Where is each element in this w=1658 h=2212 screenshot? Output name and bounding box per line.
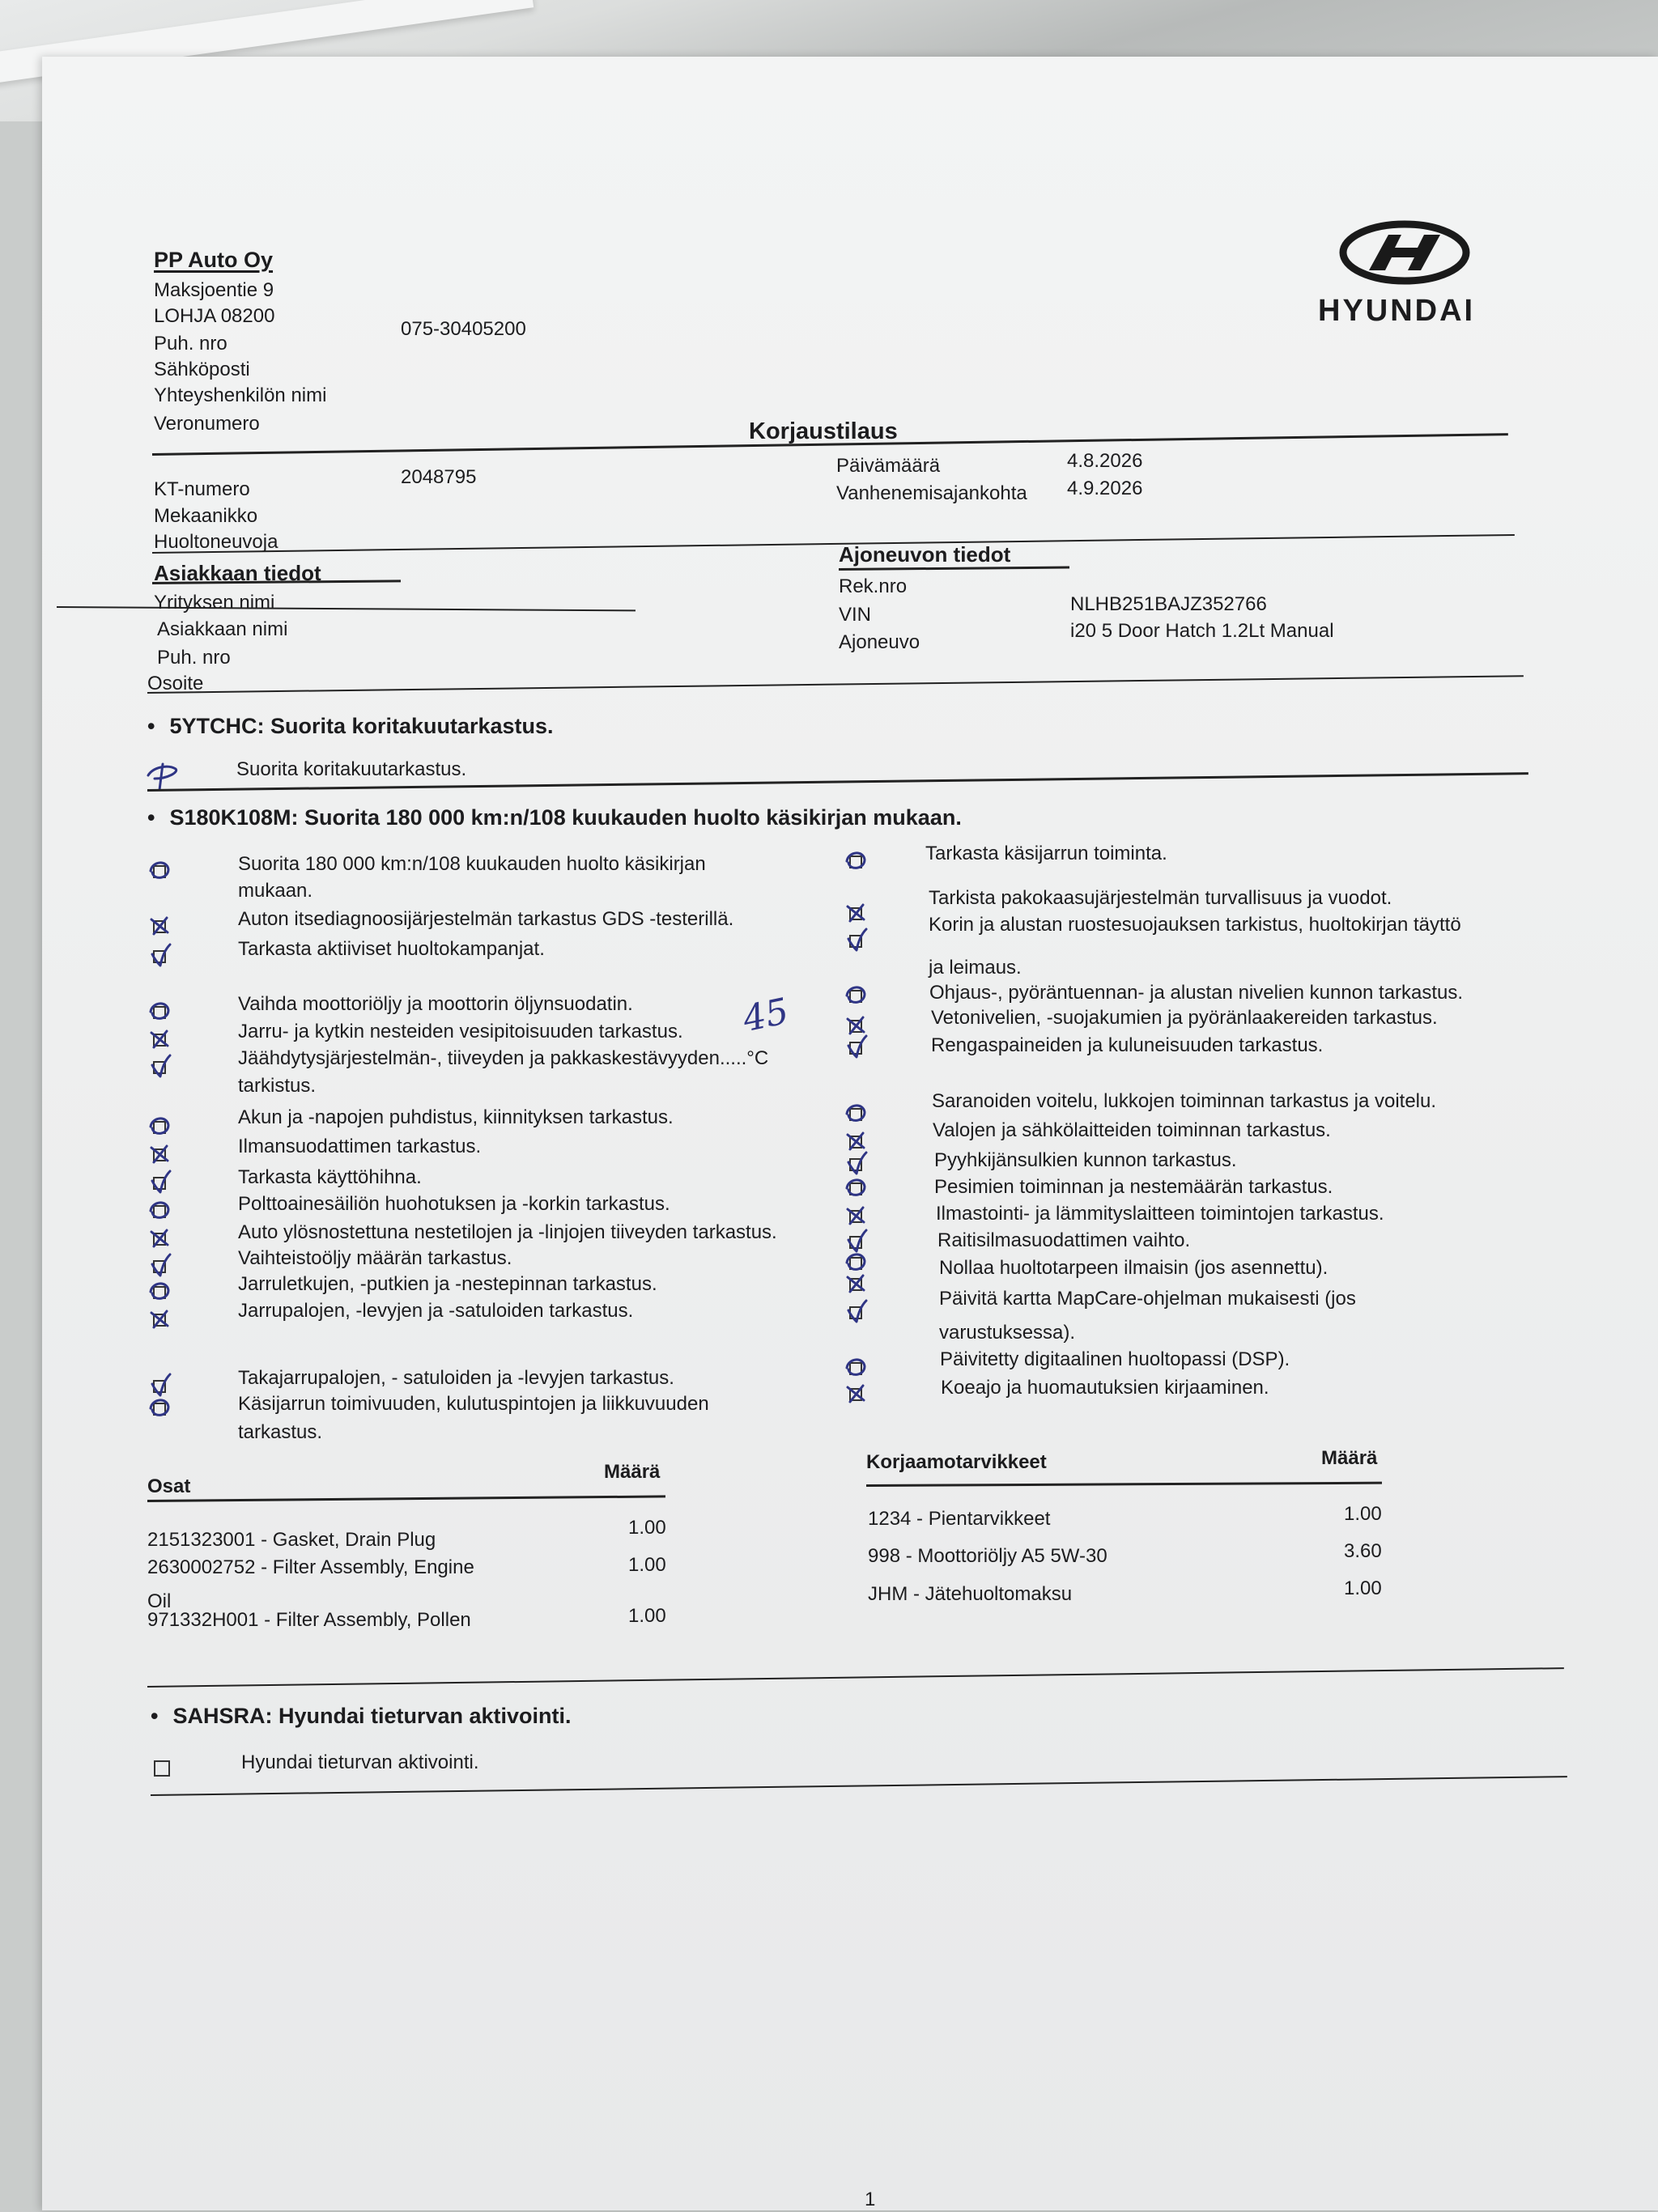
part-row-1-name: 2151323001 - Gasket, Drain Plug: [147, 1529, 436, 1551]
supply-row-1-name: 1234 - Pientarvikkeet: [868, 1508, 1051, 1530]
right-checklist-item-8: Saranoiden voitelu, lukkojen toiminnan tarkastus ja voitelu.: [932, 1090, 1437, 1112]
expiry-value: 4.9.2026: [1067, 478, 1143, 499]
left-checklist-item-16: Jarrupalojen, -levyjen ja -satuloiden tarkastus.: [238, 1300, 634, 1322]
check-mark-icon[interactable]: [147, 1052, 172, 1080]
check-mark-icon[interactable]: [844, 1201, 868, 1229]
left-checklist-item-17: Takajarrupalojen, - satuloiden ja -levyjen tarkastus.: [238, 1367, 674, 1389]
part-row-1-qty: 1.00: [628, 1517, 666, 1539]
check-mark-icon[interactable]: [147, 856, 172, 884]
left-checklist-item-19: tarkastus.: [238, 1421, 323, 1443]
right-checklist-item-3: Korin ja alustan ruostesuojauksen tarkistus, huoltokirjan täyttö: [929, 914, 1461, 936]
supplies-heading: Korjaamotarvikkeet: [866, 1451, 1047, 1473]
right-checklist-item-11: Pesimien toiminnan ja nestemäärän tarkastus.: [934, 1176, 1333, 1198]
supply-row-3-qty: 1.00: [1344, 1577, 1382, 1599]
check-mark-icon[interactable]: [844, 1297, 868, 1325]
job1-item: Suorita koritakuutarkastus.: [236, 758, 467, 780]
check-mark-icon[interactable]: [844, 847, 868, 874]
part-row-2-name: 2630002752 - Filter Assembly, Engine: [147, 1556, 474, 1578]
company-name: PP Auto Oy: [154, 248, 274, 272]
left-checklist-item-4: Tarkasta aktiiviset huoltokampanjat.: [238, 938, 545, 960]
check-mark-icon[interactable]: [844, 1269, 868, 1297]
right-checklist-item-1: Tarkasta käsijarrun toiminta.: [925, 843, 1167, 864]
check-mark-icon[interactable]: [147, 1251, 172, 1279]
right-checklist-item-7: Rengaspaineiden ja kuluneisuuden tarkastus.: [931, 1034, 1324, 1056]
left-checklist-item-2: mukaan.: [238, 880, 313, 902]
company-street: Maksjoentie 9: [154, 279, 274, 301]
right-checklist-item-12: Ilmastointi- ja lämmityslaitteen toimintojen tarkastus.: [936, 1203, 1384, 1225]
check-mark-icon[interactable]: [844, 1174, 868, 1201]
kt-label: KT-numero: [154, 478, 250, 500]
customer-name-label: Asiakkaan nimi: [157, 618, 288, 640]
right-checklist-item-13: Raitisilmasuodattimen vaihto.: [937, 1229, 1191, 1251]
advisor-label: Huoltoneuvoja: [154, 531, 278, 553]
left-checklist-item-15: Jarruletkujen, -putkien ja -nestepinnan tarkastus.: [238, 1273, 657, 1295]
right-checklist-item-18: Koeajo ja huomautuksien kirjaaminen.: [941, 1377, 1269, 1399]
supply-row-2-name: 998 - Moottoriöljy A5 5W-30: [868, 1545, 1107, 1567]
supplies-qty-heading: Määrä: [1321, 1447, 1378, 1469]
check-mark-icon[interactable]: [844, 926, 868, 953]
right-checklist-item-15: Päivitä kartta MapCare-ohjelman mukaisesti (jos: [939, 1288, 1356, 1310]
vehicle-value: i20 5 Door Hatch 1.2Lt Manual: [1070, 620, 1334, 642]
left-checklist-item-14: Vaihteistoöljy määrän tarkastus.: [238, 1247, 512, 1269]
right-checklist-item-4: ja leimaus.: [929, 957, 1022, 979]
right-checklist-item-5: Ohjaus-, pyöräntuennan- ja alustan nivelien kunnon tarkastus.: [929, 982, 1464, 1004]
check-mark-icon[interactable]: [147, 941, 172, 969]
part-row-2-qty: 1.00: [628, 1554, 666, 1576]
left-checklist-item-9: Akun ja -napojen puhdistus, kiinnityksen tarkastus.: [238, 1106, 674, 1128]
date-label: Päivämäärä: [836, 455, 941, 477]
date-value: 4.8.2026: [1067, 450, 1143, 472]
right-checklist-item-14: Nollaa huoltotarpeen ilmaisin (jos asennettu).: [939, 1257, 1329, 1279]
kt-value: 2048795: [401, 466, 477, 488]
right-checklist-item-9: Valojen ja sähkölaitteiden toiminnan tarkastus.: [933, 1119, 1331, 1141]
company-contact-label: Yhteyshenkilön nimi: [154, 384, 327, 406]
supply-row-3-name: JHM - Jätehuoltomaksu: [868, 1583, 1073, 1605]
vehicle-label: Ajoneuvo: [839, 631, 920, 653]
right-checklist-item-6: Vetonivelien, -suojakumien ja pyöränlaakereiden tarkastus.: [931, 1007, 1438, 1029]
mechanic-label: Mekaanikko: [154, 505, 258, 527]
check-mark-icon[interactable]: [147, 1196, 172, 1224]
company-tax-label: Veronumero: [154, 413, 260, 435]
job2-title: • S180K108M: Suorita 180 000 km:n/108 kuukauden huolto käsikirjan mukaan.: [147, 805, 962, 830]
left-checklist-item-11: Tarkasta käyttöhihna.: [238, 1166, 422, 1188]
check-mark-icon[interactable]: [844, 1379, 868, 1407]
part-row-2-name-cont: Oil: [147, 1590, 172, 1612]
company-phone-value: 075-30405200: [401, 318, 526, 340]
right-checklist-item-16: varustuksessa).: [939, 1322, 1076, 1344]
vehicle-heading: Ajoneuvon tiedot: [839, 542, 1011, 567]
part-row-3-qty: 1.00: [628, 1605, 666, 1627]
check-mark-icon[interactable]: [844, 1033, 868, 1060]
expiry-label: Vanhenemisajankohta: [836, 482, 1027, 504]
right-checklist-item-10: Pyyhkijänsulkien kunnon tarkastus.: [934, 1149, 1237, 1171]
job3-title: • SAHSRA: Hyundai tieturvan aktivointi.: [151, 1704, 572, 1728]
left-checklist-item-12: Polttoainesäiliön huohotuksen ja -korkin tarkastus.: [238, 1193, 670, 1215]
supply-row-1-qty: 1.00: [1344, 1503, 1382, 1525]
part-row-3-name: 971332H001 - Filter Assembly, Pollen: [147, 1609, 471, 1631]
check-mark-icon[interactable]: [844, 1149, 868, 1177]
parts-heading: Osat: [147, 1475, 191, 1497]
check-mark-icon[interactable]: [147, 997, 172, 1025]
left-checklist-item-8: tarkistus.: [238, 1075, 317, 1097]
hyundai-wordmark: HYUNDAI: [1318, 294, 1476, 328]
vin-value: NLHB251BAJZ352766: [1070, 593, 1267, 615]
check-mark-icon[interactable]: [147, 1025, 172, 1052]
right-checklist-item-17: Päivitetty digitaalinen huoltopassi (DSP).: [940, 1348, 1290, 1370]
left-checklist-item-3: Auton itsediagnoosijärjestelmän tarkastus GDS -testerillä.: [238, 908, 734, 930]
check-mark-icon[interactable]: [147, 911, 172, 939]
reg-label: Rek.nro: [839, 575, 908, 597]
left-checklist-item-7: Jäähdytysjärjestelmän-, tiiveyden ja pakkaskestävyyden.....°C: [238, 1047, 769, 1069]
job3-checkbox[interactable]: [154, 1760, 170, 1777]
check-mark-icon[interactable]: [147, 1277, 172, 1305]
left-checklist-item-1: Suorita 180 000 km:n/108 kuukauden huolto käsikirjan: [238, 853, 706, 875]
left-checklist-item-18: Käsijarrun toimivuuden, kulutuspintojen ja liikkuvuuden: [238, 1393, 709, 1415]
right-checklist-item-2: Tarkista pakokaasujärjestelmän turvallisuus ja vuodot.: [929, 887, 1392, 909]
company-phone-label: Puh. nro: [154, 333, 227, 355]
left-checklist-item-5: Vaihda moottoriöljy ja moottorin öljynsuodatin.: [238, 993, 633, 1015]
check-mark-icon[interactable]: [844, 981, 868, 1008]
vin-label: VIN: [839, 604, 872, 626]
check-mark-icon[interactable]: [147, 1305, 172, 1332]
company-email-label: Sähköposti: [154, 359, 250, 380]
left-checklist-item-13: Auto ylösnostettuna nestetilojen ja -linjojen tiiveyden tarkastus.: [238, 1221, 777, 1243]
customer-phone-label: Puh. nro: [157, 647, 231, 669]
page-number: 1: [865, 2189, 876, 2210]
job3-item: Hyundai tieturvan aktivointi.: [241, 1751, 479, 1773]
check-mark-icon[interactable]: [147, 1224, 172, 1251]
check-mark-icon[interactable]: [147, 1394, 172, 1421]
check-mark-icon: [143, 758, 182, 793]
company-city: LOHJA 08200: [154, 305, 275, 327]
check-mark-icon[interactable]: [147, 1140, 172, 1167]
customer-address-label: Osoite: [147, 673, 204, 694]
check-mark-icon[interactable]: [844, 1353, 868, 1381]
left-checklist-item-10: Ilmansuodattimen tarkastus.: [238, 1136, 482, 1157]
left-checklist-item-6: Jarru- ja kytkin nesteiden vesipitoisuuden tarkastus.: [238, 1021, 683, 1042]
document-title: Korjaustilaus: [749, 418, 898, 444]
check-mark-icon[interactable]: [844, 898, 868, 926]
parts-qty-heading: Määrä: [604, 1461, 661, 1483]
check-mark-icon[interactable]: [844, 1099, 868, 1127]
customer-heading: Asiakkaan tiedot: [154, 561, 321, 585]
handwritten-temperature: 45: [739, 990, 793, 1041]
check-mark-icon[interactable]: [147, 1168, 172, 1195]
job1-title: • 5YTCHC: Suorita koritakuutarkastus.: [147, 714, 554, 738]
check-mark-icon[interactable]: [147, 1112, 172, 1140]
customer-company-label: Yrityksen nimi: [154, 592, 275, 614]
supply-row-2-qty: 3.60: [1344, 1540, 1382, 1562]
